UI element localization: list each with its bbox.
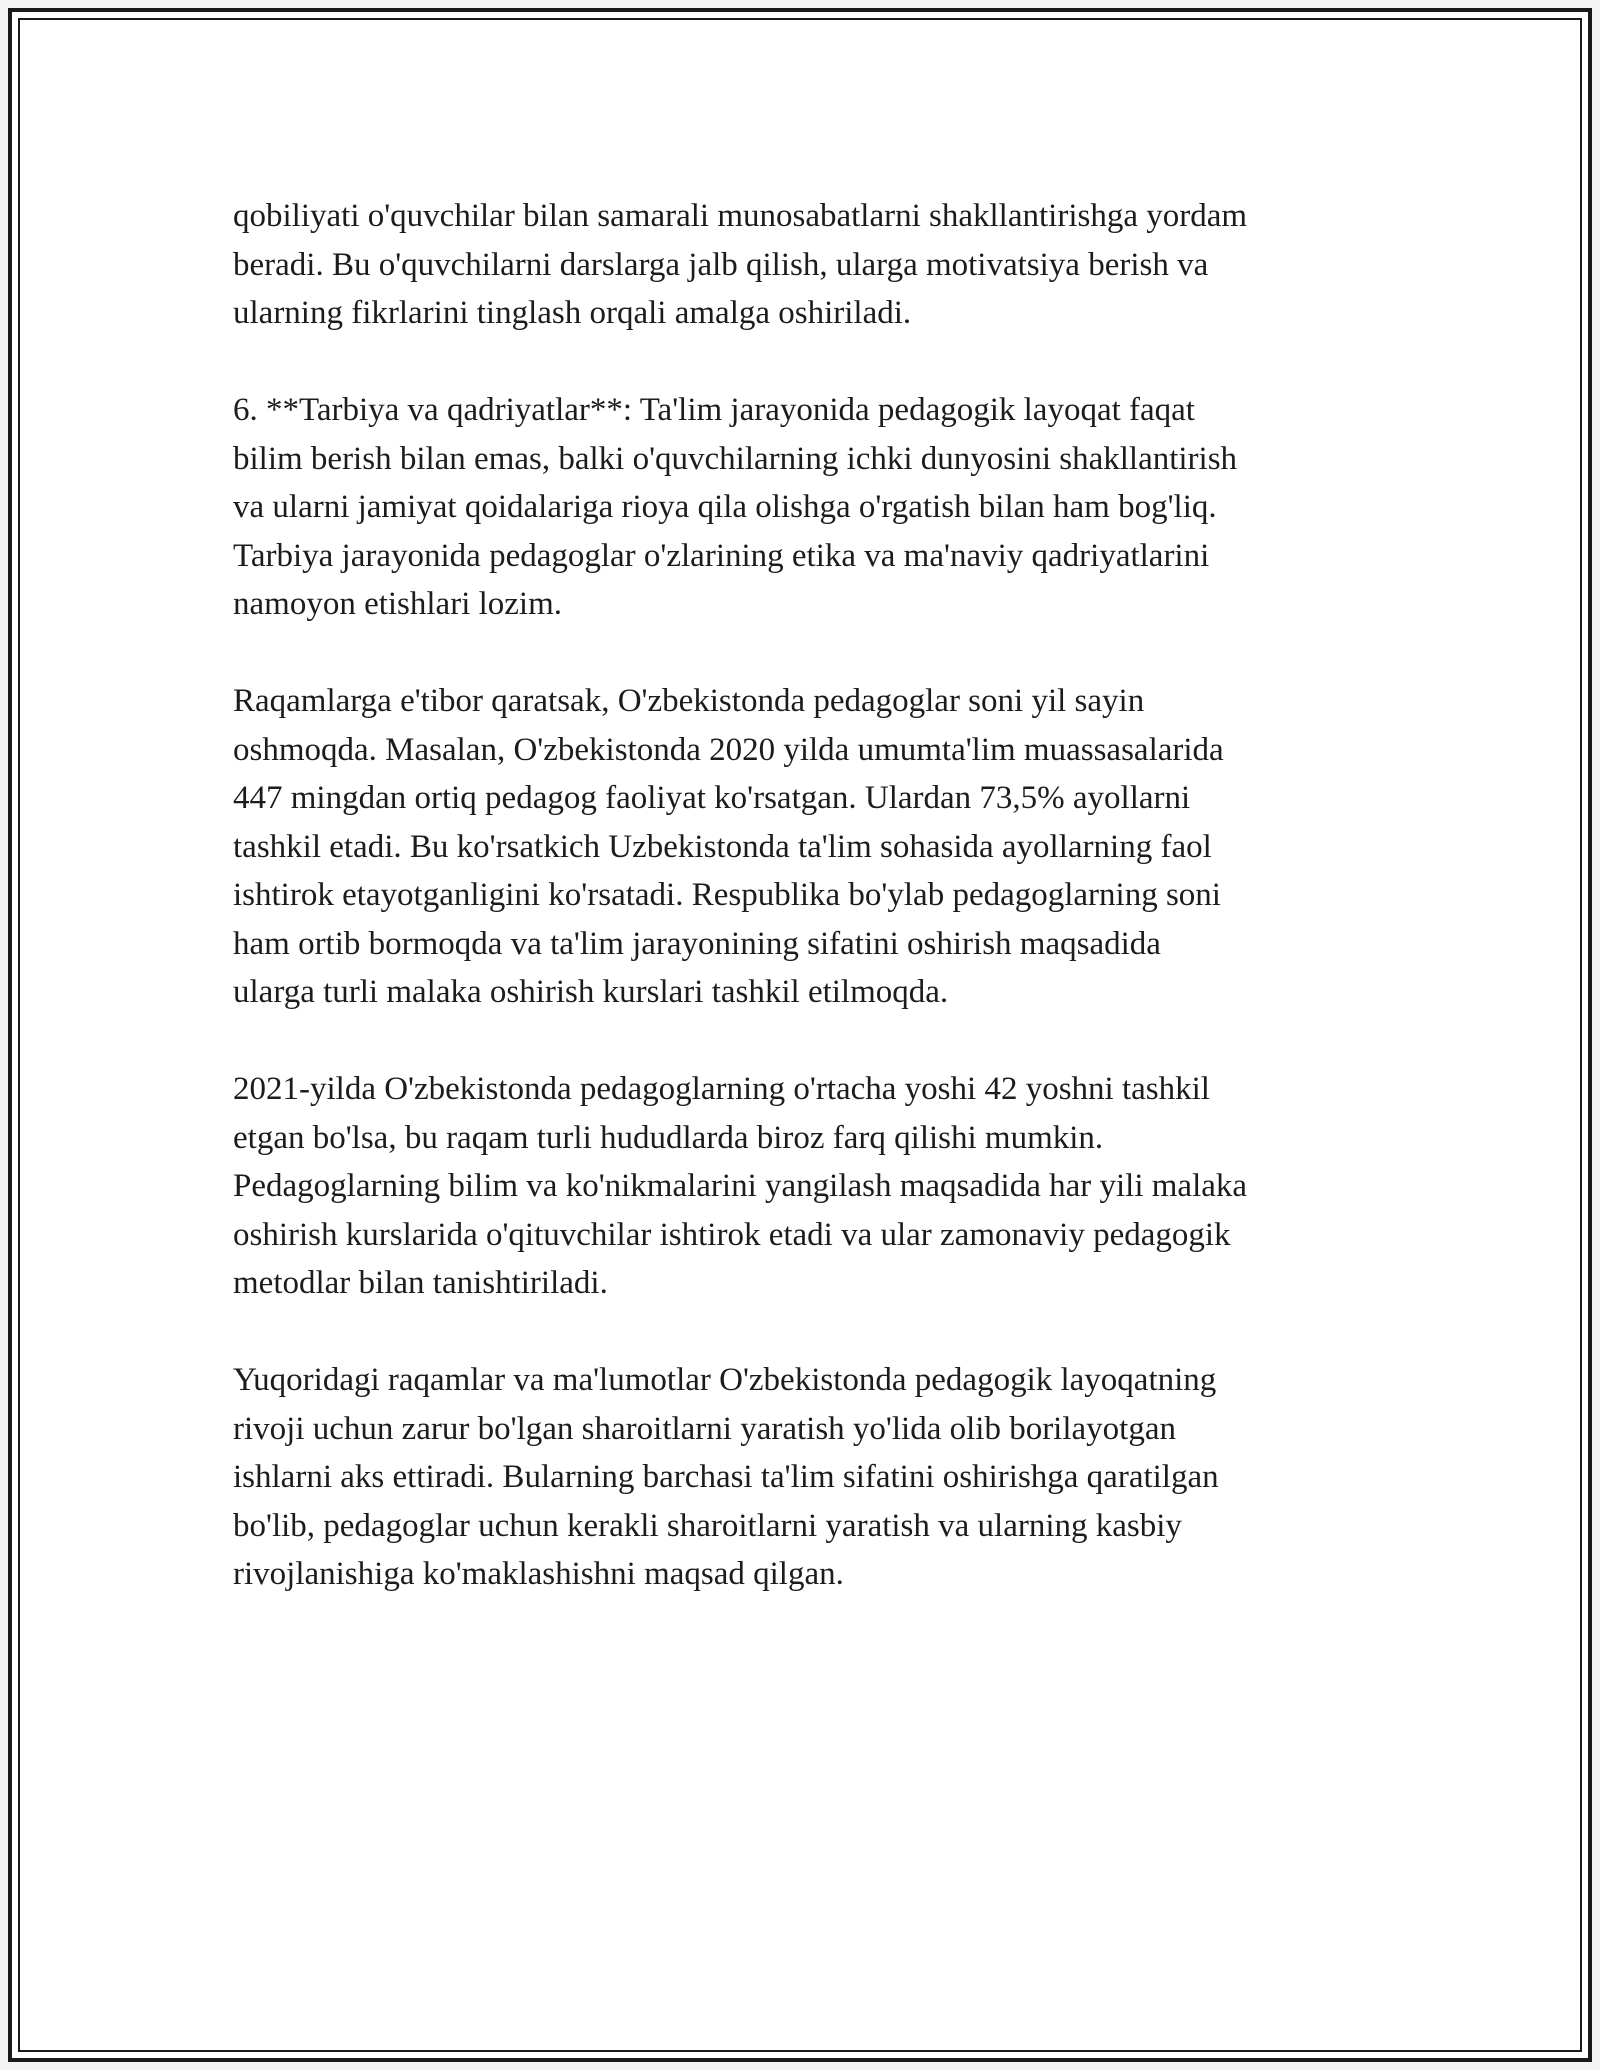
paragraph-raqamlar: Raqamlarga e'tibor qaratsak, O'zbekistonda pedagoglar soni yil sayin oshmoqda. Masalan, O'zbekistonda 2020 yilda umumta'lim muassasalarida 447 mingdan ortiq pedagog faoliyat ko'rsatgan. Ulardan 73,5% ayollarni tashkil etadi. Bu ko'rsatkich Uzbekistonda ta'lim sohasida ayollarning faol ishtirok etayotganligini ko'rsatadi. Respublika bo'ylab pedagoglarning soni ham ortib bormoqda va ta'lim jarayonining sifatini oshirish maqsadida ularga turli malaka oshirish kurslari tashkil etilmoqda.: [233, 683, 1224, 1010]
paragraph-2021-yil: 2021-yilda O'zbekistonda pedagoglarning o'rtacha yoshi 42 yoshni tashkil etgan bo'lsa, bu raqam turli hududlarda biroz farq qilishi mumkin. Pedagoglarning bilim va ko'nikmalarini yangilash maqsadida har yili malaka oshirish kurslarida o'qituvchilar ishtirok etadi va ular zamonaviy pedagogik metodlar bilan tanishtiriladi.: [233, 1071, 1248, 1301]
paragraph-xulosa: Yuqoridagi raqamlar va ma'lumotlar O'zbekistonda pedagogik layoqatning rivoji uchun zarur bo'lgan sharoitlarni yaratish yo'lida olib borilayotgan ishlarni aks ettiradi. Bularning barchasi ta'lim sifatini oshirishga qaratilgan bo'lib, pedagoglar uchun kerakli sharoitlarni yaratish va ularning kasbiy rivojlanishiga ko'maklashishni maqsad qilgan.: [233, 1362, 1219, 1592]
document-body: [233, 192, 1383, 1647]
paragraph-continuation: qobiliyati o'quvchilar bilan samarali munosabatlarni shakllantirishga yordam beradi. Bu o'quvchilarni darslarga jalb qilish, ularga motivatsiya berish va ularning fikrlarini tinglash orqali amalga oshiriladi.: [233, 198, 1248, 331]
document-page: [8, 8, 1592, 2062]
paragraph-tarbiya-qadriyatlar: 6. **Tarbiya va qadriyatlar**: Ta'lim jarayonida pedagogik layoqat faqat bilim berish bilan emas, balki o'quvchilarning ichki dunyosini shakllantirish va ularni jamiyat qoidalariga rioya qila olishga o'rgatish bilan ham bog'liq. Tarbiya jarayonida pedagoglar o'zlarining etika va ma'naviy qadriyatlarini namoyon etishlari lozim.: [233, 392, 1238, 622]
